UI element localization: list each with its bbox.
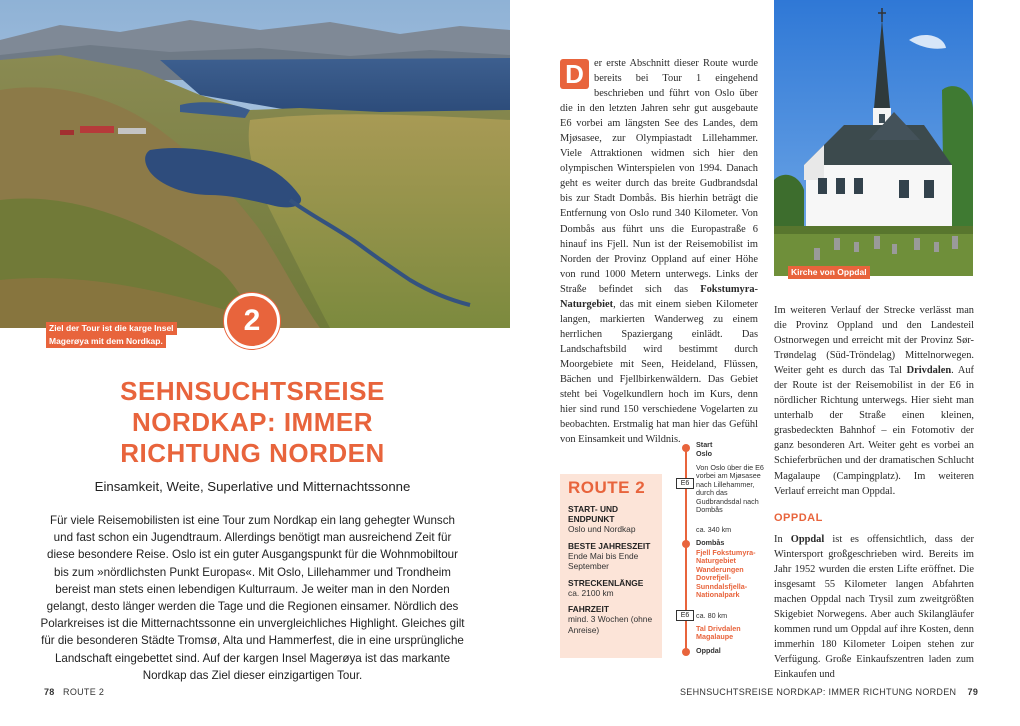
- start-label: START- UND ENDPUNKT: [568, 504, 619, 524]
- right-paragraph-1: [774, 303, 974, 499]
- timeline-dot-start: [682, 444, 690, 452]
- body-text-b: , das mit einem sieben Kilometer langen, markierten Wanderweg zu einem herrlichen Spaziergang einlädt. Das Landschaftsbild wird bestimmt durch Moorgebiete mit Seen, Heideland, Flüssen, Bächen und Fjellbirkenwäldern. Das Gebiet steht bei Vogelkundlern hoch im Kurs, denn hier sind rund 150 verschiedene Vogelarten zu beobachten. Erstmalig hat man hier das Gefühl von Einsamkeit und Wildnis.: [560, 298, 758, 446]
- para2-bold: Oppdal: [790, 533, 825, 545]
- road-sign-e6-2: E6: [676, 610, 694, 621]
- title-line-3: RICHTUNG NORDEN: [120, 438, 385, 468]
- main-text-column: [560, 56, 758, 447]
- church-photo-caption: Kirche von Oppdal: [788, 266, 870, 279]
- timeline-stop-dombas: Dombås: [696, 538, 725, 547]
- footer-left-label: ROUTE 2: [63, 687, 105, 697]
- timeline-highlights: Fjell Fokstumyra-Naturgebiet Wanderungen Dovrefjell-Sunndalsfjella-Nationalpark: [696, 548, 756, 600]
- timeline-dot-oppdal: [682, 648, 690, 656]
- timeline-stop-oppdal: Oppdal: [696, 646, 721, 655]
- photo-caption-line1: Ziel der Tour ist die karge Insel: [46, 322, 177, 335]
- season-value: Ende Mai bis Ende September: [568, 550, 639, 571]
- duration-label: FAHRZEIT: [568, 604, 609, 614]
- route-number: 2: [243, 304, 261, 337]
- timeline-dot-dombas: [682, 540, 690, 548]
- body-text-a: er erste Abschnitt dieser Route wurde bereits bei Tour 1 eingehend beschrieben und führt von Oslo über die in den letzten Jahren sehr gut ausgebaute E6 vorbei am längsten See des Landes, dem Mjøsasee, zur Olympiastadt Lillehammer. Viele Attraktionen widmen sich hier den olympischen Winterspielen von 1994. Danach geht es weiter durch das breite Gudbrandsdal bis zur Stadt Dombås. Bis hierhin beträgt die Entfernung von Oslo rund 340 Kilometer. Von Dombås aus führt uns die Europastraße 6 hinauf ins Fjell. Nun ist der Reisemobilist im Norden der Provinz Oppland auf einer Höhe von rund 1000 Metern unterwegs. Links der Straße befindet sich das: [560, 58, 758, 295]
- footer-left: [44, 687, 104, 697]
- length-label: STRECKENLÄNGE: [568, 577, 644, 588]
- timeline-segment-1: Von Oslo über die E6 vorbei am Mjøsasee nach Lillehammer, durch das Gudbrandsdal nach Dombås: [696, 463, 764, 515]
- page-number-right: 79: [967, 687, 979, 697]
- route-info-box: [560, 474, 662, 658]
- church-photo: [774, 0, 973, 276]
- para1-text-b: . Auf der Route ist der Reisemobilist in der E6 in nördlicher Richtung unterwegs. Hier sieht man unterhalb der Straße einen kleinen, grasbedeckten Bahnhof – ein Fotomotiv der ganz besonderen Art. Weiter geht es vorbei an Schieferbrüchen und der dramatischen Schlucht Magalaupe (Campingplatz). Im weiteren Verlauf erreicht man Oppdal.: [774, 365, 974, 497]
- page-subtitle: Einsamkeit, Weite, Superlative und Mitternachtssonne: [94, 479, 411, 494]
- route-number-badge: [224, 293, 280, 349]
- para1-bold: Drivdalen: [906, 365, 952, 377]
- para1-text-a: Im weiteren Verlauf der Strecke verlässt man die Provinz Oppland und den Landesteil Ostnorwegen und erreicht mit der Provinz Sør-Trøndelag (Süd-Tröndelag) Mittelnorwegen. Weiter geht es durch das Tal: [774, 305, 974, 377]
- para2-text-a: In: [774, 533, 791, 545]
- footer-right-label: SEHNSUCHTSREISE NORDKAP: IMMER RICHTUNG NORDEN: [680, 687, 957, 697]
- timeline-distance-2: ca. 80 km: [696, 611, 728, 620]
- season-label: BESTE JAHRESZEIT: [568, 540, 651, 551]
- route-box-title: ROUTE 2: [568, 478, 646, 497]
- road-sign-e6-1: E6: [676, 478, 694, 489]
- footer-right: [680, 687, 978, 697]
- para2-text-b: ist es offensichtlich, dass der Wintersport großgeschrieben wird. Bereits im Jahr 1952 wurden die ersten Lifte eröffnet. Die insgesamt 55 Kilometer langen Abfahrten machen Oppdal nach Trysil zum zweitgrößten Skigebiet Norwegens. Aber auch Skilangläufer kommen rund um Oppdal auf ihre Kosten, denn immerhin 180 Kilometer Loipen stehen zur Verfügung. Große Einkaufszentren laden zum Einkaufen und: [774, 533, 974, 681]
- right-paragraph-2: [774, 532, 974, 682]
- title-line-2: NORDKAP: IMMER: [132, 407, 373, 437]
- start-value: Oslo und Nordkap: [568, 524, 636, 534]
- timeline-distance-1: ca. 340 km: [696, 525, 732, 534]
- route-timeline: [676, 438, 772, 660]
- right-text-column: [774, 303, 974, 682]
- timeline-start-place: Oslo: [696, 449, 712, 458]
- length-value: ca. 2100 km: [568, 587, 614, 598]
- page-number-left: 78: [44, 687, 55, 697]
- page-title: [60, 376, 445, 469]
- landscape-photo: [0, 0, 510, 328]
- title-line-1: SEHNSUCHTSREISE: [120, 376, 385, 406]
- section-heading-oppdal: OPPDAL: [774, 511, 823, 524]
- timeline-start-label: Start: [696, 440, 713, 449]
- timeline-stop3-highlight: Tal Drivdalen Magalaupe: [696, 624, 741, 642]
- drop-cap: D: [560, 59, 589, 89]
- photo-caption-line2: Magerøya mit dem Nordkap.: [46, 335, 166, 348]
- body-text-bold: Fokstumyra-Naturgebiet: [560, 283, 758, 310]
- duration-value: mind. 3 Wochen (ohne Anreise): [568, 614, 653, 635]
- intro-paragraph: Für viele Reisemobilisten ist eine Tour zum Nordkap ein lang gehegter Wunsch und fast schon ein Jugendtraum. Allerdings benötigt man ausreichend Zeit für diese besondere Reise. Oslo ist ein guter Ausgangspunkt für die Wohnmobiltour bis zum »nördlichsten Punkt Europas«. Mit Oslo, Lillehammer und Trondheim bereist man stets einen lebendigen Kulturraum. Je weiter man in den Norden gelangt, desto länger werden die Tage und die Regionen einsamer. Nördlich des Polarkreises ist die Mitternachtssonne ein unvergleichliches Highlight. Gleiches gilt für die besonderen Städte Tromsø, Alta und Hammerfest, die in eine ursprüngliche Landschaft eingebettet sind. Auf der kargen Insel Magerøya ist das markante Nordkap das Ziel dieser einzigartigen Tour.: [40, 514, 465, 682]
